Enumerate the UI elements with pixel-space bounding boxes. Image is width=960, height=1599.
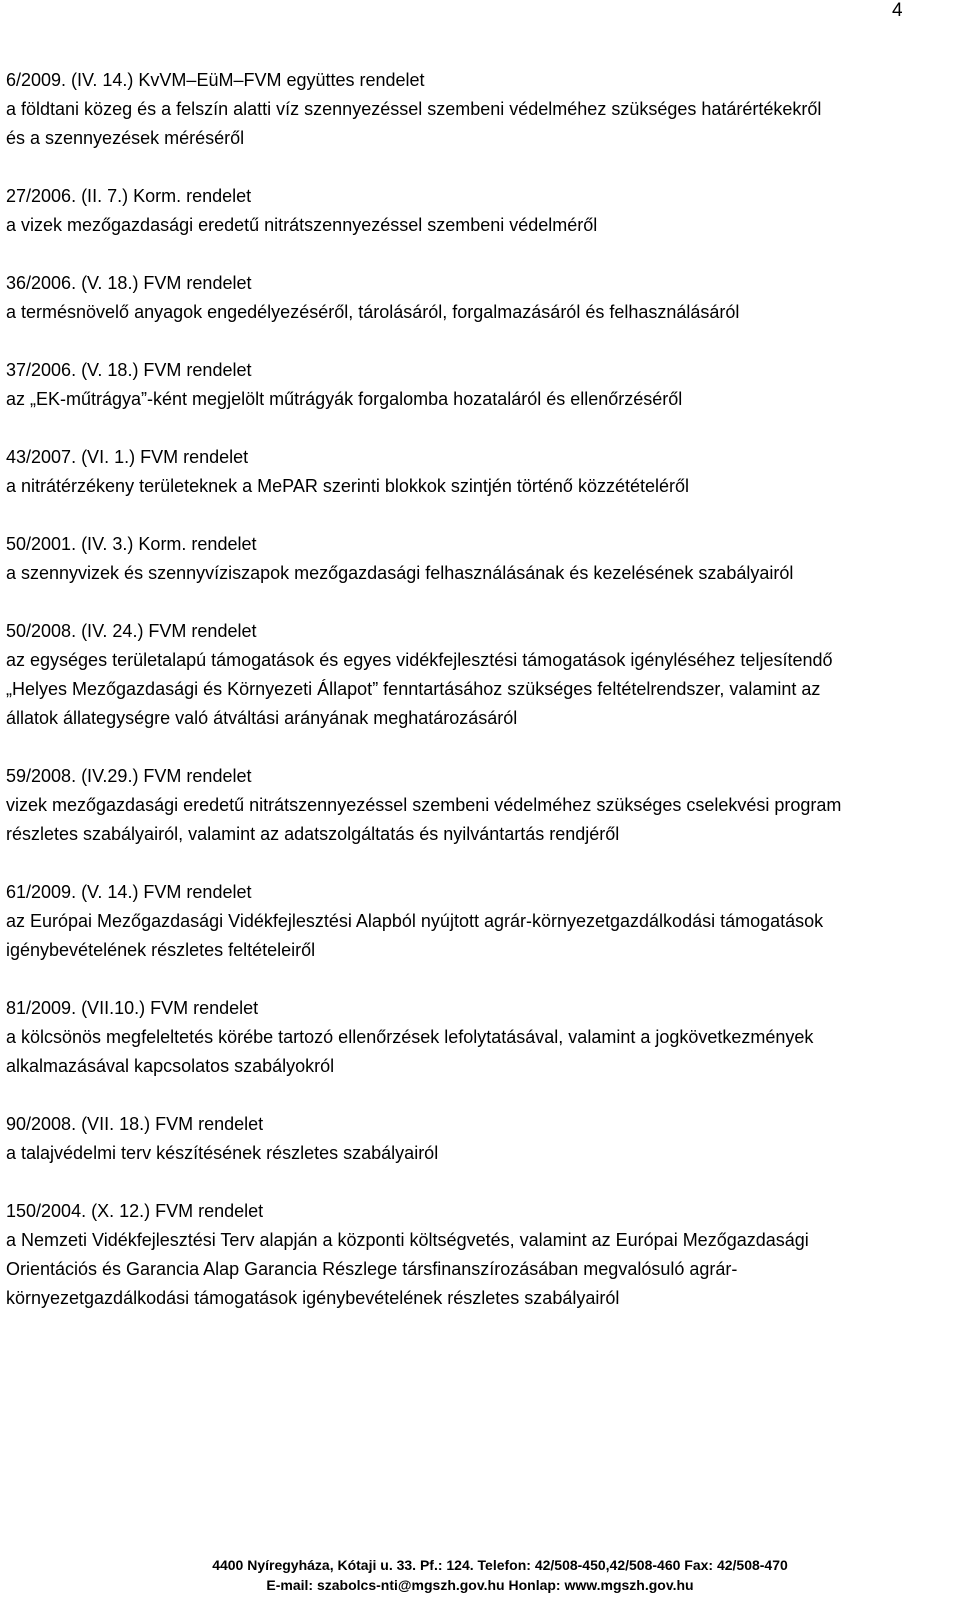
regulation-entry <box>0 762 960 849</box>
footer-contact: E-mail: szabolcs-nti@mgszh.gov.hu Honlap: www.mgszh.gov.hu <box>266 1577 694 1593</box>
regulation-entry <box>0 1110 960 1168</box>
regulation-entry <box>0 66 960 153</box>
regulation-entry <box>0 617 960 733</box>
regulation-entry <box>0 1197 960 1313</box>
regulation-title: 36/2006. (V. 18.) FVM rendelet <box>6 273 252 293</box>
regulation-entry <box>0 994 960 1081</box>
regulation-description-line: vizek mezőgazdasági eredetű nitrátszennyezéssel szembeni védelméhez szükséges cselekvési program <box>6 795 842 815</box>
regulation-entry <box>0 530 960 588</box>
regulation-description-line: igénybevételének részletes feltételeiről <box>6 940 316 960</box>
regulation-title: 61/2009. (V. 14.) FVM rendelet <box>6 882 252 902</box>
regulation-description-line: a vizek mezőgazdasági eredetű nitrátszennyezéssel szembeni védelméről <box>6 215 598 235</box>
regulation-description-line: a termésnövelő anyagok engedélyezéséről, tárolásáról, forgalmazásáról és felhasználásáról <box>6 302 740 322</box>
regulation-title: 50/2008. (IV. 24.) FVM rendelet <box>6 621 257 641</box>
regulation-description-line: állatok állategységre való átváltási arányának meghatározásáról <box>6 708 518 728</box>
regulation-title: 37/2006. (V. 18.) FVM rendelet <box>6 360 252 380</box>
page-number: 4 <box>892 0 903 21</box>
regulation-description-line: alkalmazásával kapcsolatos szabályokról <box>6 1056 335 1076</box>
regulation-title: 27/2006. (II. 7.) Korm. rendelet <box>6 186 252 206</box>
regulation-description-line: a szennyvizek és szennyvíziszapok mezőgazdasági felhasználásának és kezelésének szabályairól <box>6 563 794 583</box>
regulation-entry <box>0 443 960 501</box>
regulation-description-line: a kölcsönös megfeleltetés körébe tartozó ellenőrzések lefolytatásával, valamint a jogkövetkezmények <box>6 1027 814 1047</box>
regulation-title: 90/2008. (VII. 18.) FVM rendelet <box>6 1114 264 1134</box>
regulation-description-line: a földtani közeg és a felszín alatti víz szennyezéssel szembeni védelméhez szükséges határértékekről <box>6 99 822 119</box>
regulation-description-line: és a szennyezések méréséről <box>6 128 245 148</box>
regulation-description-line: környezetgazdálkodási támogatások igénybevételének részletes szabályairól <box>6 1288 620 1308</box>
regulation-entry <box>0 356 960 414</box>
regulation-title: 59/2008. (IV.29.) FVM rendelet <box>6 766 252 786</box>
regulation-description-line: a talajvédelmi terv készítésének részletes szabályairól <box>6 1143 439 1163</box>
regulation-description-line: az „EK-műtrágya”-ként megjelölt műtrágyák forgalomba hozataláról és ellenőrzéséről <box>6 389 683 409</box>
regulation-description-line: a nitrátérzékeny területeknek a MePAR szerinti blokkok szintjén történő közzétételéről <box>6 476 689 496</box>
regulation-title: 150/2004. (X. 12.) FVM rendelet <box>6 1201 264 1221</box>
regulation-description-line: a Nemzeti Vidékfejlesztési Terv alapján a központi költségvetés, valamint az Európai Mezőgazdasági <box>6 1230 809 1250</box>
regulation-title: 43/2007. (VI. 1.) FVM rendelet <box>6 447 249 467</box>
regulation-title: 81/2009. (VII.10.) FVM rendelet <box>6 998 259 1018</box>
footer-address: 4400 Nyíregyháza, Kótaji u. 33. Pf.: 124. Telefon: 42/508-450,42/508-460 Fax: 42/508-470 <box>212 1557 788 1573</box>
regulation-description-line: részletes szabályairól, valamint az adatszolgáltatás és nyilvántartás rendjéről <box>6 824 620 844</box>
regulation-description-line: az egységes területalapú támogatások és egyes vidékfejlesztési támogatások igényléséhez teljesítendő <box>6 650 833 670</box>
regulation-title: 6/2009. (IV. 14.) KvVM–EüM–FVM együttes rendelet <box>6 70 425 90</box>
regulation-description-line: Orientációs és Garancia Alap Garancia Részlege társfinanszírozásában megvalósuló agrár- <box>6 1259 738 1279</box>
regulation-description-line: „Helyes Mezőgazdasági és Környezeti Állapot” fenntartásához szükséges feltételrendszer, valamint az <box>6 679 821 699</box>
regulation-list <box>0 66 960 1342</box>
regulation-title: 50/2001. (IV. 3.) Korm. rendelet <box>6 534 257 554</box>
regulation-entry <box>0 269 960 327</box>
regulation-entry <box>0 182 960 240</box>
regulation-description-line: az Európai Mezőgazdasági Vidékfejlesztési Alapból nyújtott agrár-környezetgazdálkodási támogatások <box>6 911 824 931</box>
regulation-entry <box>0 878 960 965</box>
